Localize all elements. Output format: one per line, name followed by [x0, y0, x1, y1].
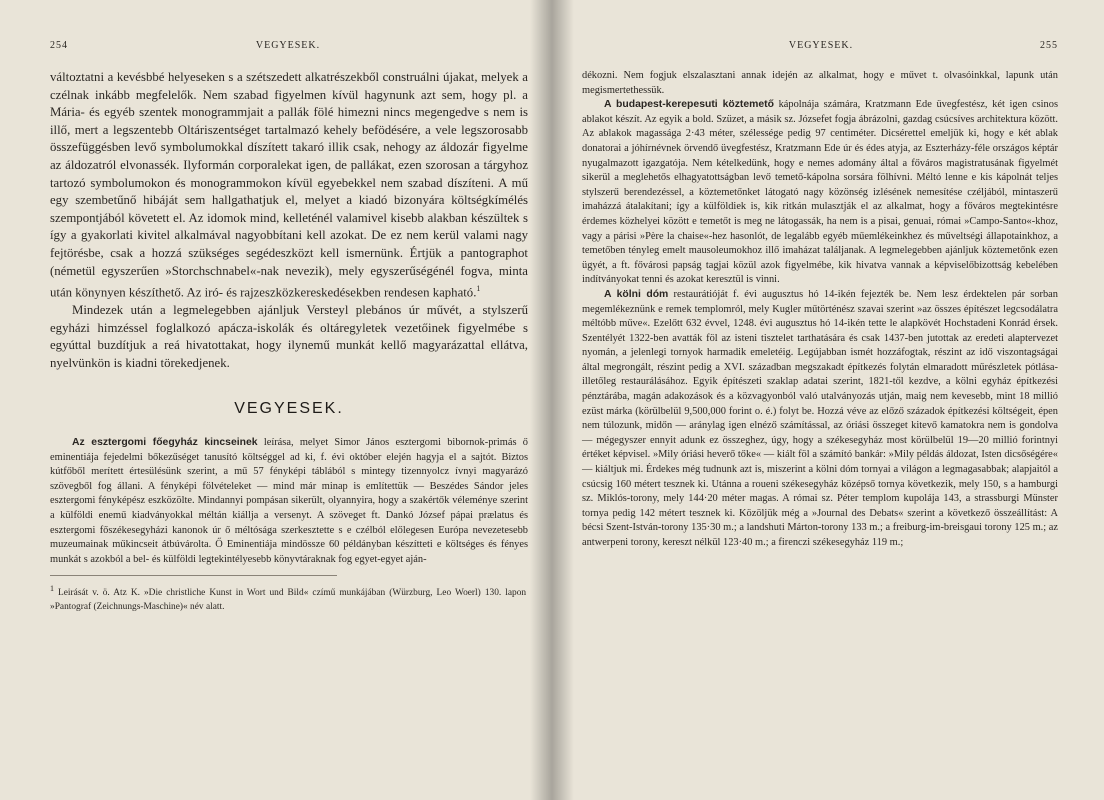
footnote-body: Leirását v. ö. Atz K. »Die christliche Kunst in Wort und Bild« czímű munkájában (Würzburg, Leo Woerl) 130. lapon »Pantograf (Zeichnungs-Maschine)« név alatt.: [50, 588, 527, 612]
news-item-text: kápolnája számára, Kratzmann Ede üvegfestész, két igen csinos ablakot készít. Az egyik a bold. Szüzet, a másik sz. Józsefet fogja ábrázolni, gazdag csúcsíves architektura között. Az ablakok magassága 2·43 méter, szélessége pedig 97 centiméter. Dicsérettel emeljük ki, hogy e két ablak donatorai a jóhírnévnek örvendő üvegfestész, Kratzmann Ede úr és édes atyja, az Eszterházy-féle országos képtár nyugalmazott igazgatója. Nem kételkedünk, hogy e nemes adomány által a főváros magistratusának figyelmét sikerül a meglehetős elhagyatottságban levő temető-kápolna sorsára fölhívni. Méltó lenne e kis kápolnát teljes stylszerű berendezéssel, a köztemetőnket látogató nagy közönség izlésének nemesítése czéljából, mintaszerű imaházzá átalakítani; így a külföldiek is, kik ritkán mulasztják el az alkalmat, hogy a főváros megtekintésre érdemes közhelyei között e temetőt is meg ne látogassák, ha nem is a pisai, genuai, római »Campo-Santo«-khoz, vagy a párisi »Père la chaise«-hez hasonlót, de legalább egyéb műemlékeinkhez és műveltségi állapotainkhoz, a temetőben tényleg emelt mausoleumokhoz illő imaházat találjanak. A legmelegebben ajánljuk köztemetőnk ezen ügyét, a ft. fővárosi papság tagjai közül azok figyelmébe, kik hivatva vannak a képviselőbizottság kebelében indítványokat tenni és azokat keresztül is vinni.: [582, 99, 1058, 286]
running-head-title: VEGYESEK.: [255, 40, 321, 51]
news-item-text: restaurátióját f. évi augusztus hó 14-ikén fejezték be. Nem lesz érdektelen pár sorban megemlékeznünk e remek templomról, mely Kugler műtörténész szavai szerint »az összes építészet legcsodálatra méltóbb műve«. Ezelőtt 632 évvel, 1248. évi augusztus hó 14-ikén tette le alapkövét Hochstadeni Konrád érsek. Szentélyét 1322-ben avatták föl az isteni tisztelet tarthatására és csak 1437-ben jutottak az eredeti alaptervezet nyomán, a jelenlegi tornyok harmadik emeletéig. Legújabban ismét hozzáfogtak, részint az idő viszontagságai által megrongált, részint pedig a XVI. században megszakadt építkezés folytán elmaradott műrészletek pótlása- illetőleg restaurálásához. Egyik építészeti szaklap adatai szerint, 1821-től kezdve, a kölni egyház építkezési pénztárába, magán adakozások és a közvagyonból való utalványozás utján, maig nem kevesebb, mint 18 millió ezüst márka (körülbelül 9,500,000 forint o. é.) folyt be. Hozzá véve az előző századok építkezési költségeit, épen nem túlozunk, midőn — aránylag igen elnéző számítással, az óriási összeget kitevő kamatokra nem is gondolva — mégegyszer ennyit adunk ez összeghez, úgy, hogy a székesegyház most körülbelül 19—20 millió forintnyi értéket képvisel. »Mily óriási heverő tőke« — kiált föl a számító bankár: »Mily példás áldozat, Isten dicsőségére« — kiáltjuk mi. Érdekes még tudnunk azt is, miszerint a kölni dóm tornyai a világon a legmagasabbak; alapjaitól a csúcsig 160 métert tesznek ki. Utánna a roueni székesegyház középső tornya következik, mely 150, s a hamburgi sz. Miklós-torony, mely 144·20 méter magas. A római sz. Péter templom kupolája 143, a strassburgi Münster tornya pedig 142 métert tesznek ki. Közöljük még a »Journal des Debats« szerint a következő összeállítást: A bécsi Szent-István-torony 135·30 m.; a landshuti Márton-torony 133 m.; a freiburg-im-breisgaui torony 125 m.; az antwerpeni torony, kereszt nélkül 123·40 m.; a firenczi székesegyház 119 m.;: [582, 288, 1058, 548]
news-item-lead: A budapest-kerepesuti köztemető: [604, 99, 774, 111]
news-item-lead: A kölni dóm: [604, 288, 669, 300]
paragraph: [50, 302, 528, 372]
left-body-text: [50, 69, 528, 614]
news-item-text: leírása, melyet Simor János esztergomi bibornok-primás ő eminentiája fejedelmi bőkezűséget tanusító költséggel ad ki, f. évi október elején hagyja el a sajtót. Biztos kútfőből merített értesülésünk szerint, a mű 57 fényképi táblából s mintegy tizennyolcz ívnyi magyarázó szövegből fog állani. A fényképi fölvételeket — mind már minap is említettük — Beszédes Sándor jeles esztergomi fényképész eszközölte. Mindannyi pompásan sikerült, olyannyira, hogy a szakértők véleménye szerint a külföldi enemű kiadványokkal méltán kiállja a versenyt. A szöveget ft. Dankó József pápai prælatus és esztergomi főszékesegyházi kanonok úr ő méltósága szerkesztette s e czélból előlegesen Európa nevezetesebb muzeumainak műkincseit átbúvárolta. Ő Eminentiája mindössze 60 példányban készítteti e költséges és fényes munkát s azokból a bel- és külföldi legtekintélyesebb könyvtáraknak fog egyet-egyet aján-: [50, 436, 528, 565]
news-item: [582, 288, 1058, 551]
paragraph: [50, 69, 528, 302]
paragraph-text: dékozni. Nem fogjuk elszalasztani annak idején az alkalmat, hogy e művet t. olvasóinkkal, lapunk után megismertethessük.: [582, 70, 1058, 96]
news-item: [582, 98, 1058, 288]
running-head-title: VEGYESEK.: [788, 40, 854, 51]
footnote-text: [50, 582, 526, 614]
right-body-text: [582, 69, 1058, 551]
paragraph-text: Mindezek után a legmelegebben ajánljuk Versteyl plebános úr művét, a stylszerű egyházi himzéssel foglalkozó apácza-iskolák és oltáregyletek vezetőinek figyelmébe s egyúttal buzdítjuk a reá hivatottakat, hogy ilynemű munkát kellő magyarázattal ellátva, nyelvünkön is kiadni törekedjenek.: [50, 302, 528, 370]
page-number: 254: [50, 40, 68, 51]
news-item: [50, 436, 528, 567]
page-number: 255: [1040, 40, 1058, 51]
news-item-lead: Az esztergomi főegyház kincseinek: [72, 436, 258, 448]
paragraph-text: változtatni a kevésbbé helyeseken s a szétszedett alkatrészekből construálni újakat, melyek a czélnak inkább megfelelők. Nem szabad figyelmen kívül hagynunk azt sem, hogy pl. a Mária- és egyéb szentek monogrammjait a pallák fölé himezni nincs megengedve s nem is illő, mert a legszentebb Oltáriszentséget tartalmazó kehely befödésére, a vele legszorosabb összefüggésben levő symbolumokkal díszített takaró illik csak, nehogy az áldozár figyelme az áldozatról elvonassék. Ilyformán corporalekat igen, de pallákat, ezen szorosan a tárgyhoz tartozó symbolumokon és monogrammokon kívül egyebekkel nem szabad díszíteni. A mű egy szembetűnő hibáját sem hallgathatjuk el, melyet a kiadó bizonyára költségkímélés szempontjából követett el. Az idomok mind, kelleténél valamivel kisebb alakban készültek s így a gyakorlati kivitel alkalmával nagyobbítani kell azokat. De ez nem kerül valami nagy fejtörésbe, csak a hozzá szükséges segédeszközt kell ismernünk. Értjük a pantographot (németül egyszerűen »Storchschnabel«-nak nevezik), mely egyszerűségénél fogva, minta után könynyen készíthető. Az iró- és rajzeszközkereskedésekben rendesen kapható.: [50, 70, 528, 300]
running-head: [582, 40, 1058, 51]
footnote: [50, 575, 527, 614]
footnote-mark: 1: [50, 584, 54, 594]
paragraph: [582, 69, 1058, 98]
section-heading: VEGYESEK.: [234, 400, 344, 418]
footnote-mark: 1: [476, 284, 481, 294]
gutter-shadow: [530, 0, 552, 800]
running-head: [50, 40, 528, 51]
right-page: [552, 0, 1104, 800]
gutter-shadow: [552, 0, 574, 800]
